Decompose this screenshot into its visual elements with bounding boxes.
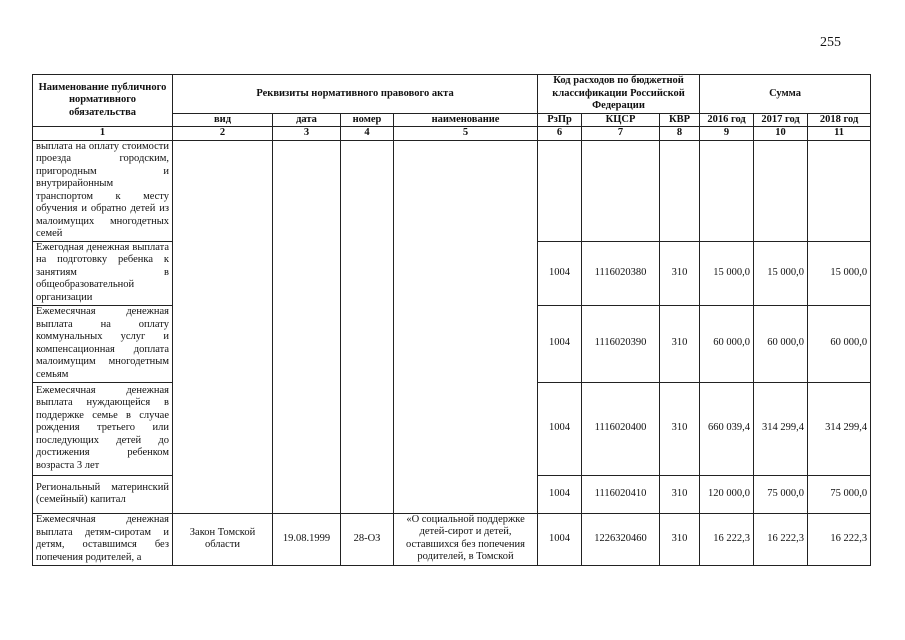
kcsr-cell: 1116020380	[582, 241, 660, 305]
sum-2017-cell: 60 000,0	[754, 305, 808, 382]
sum-2016-cell: 120 000,0	[700, 475, 754, 513]
column-number: 3	[273, 127, 341, 141]
header-codes: Код расходов по бюджетной классификации Российской Федерации	[538, 75, 700, 114]
kcsr-cell: 1226320460	[582, 513, 660, 565]
column-number: 2	[173, 127, 273, 141]
table-row	[33, 140, 871, 241]
subheader-type: вид	[173, 113, 273, 127]
act-date-cell: 19.08.1999	[273, 513, 341, 565]
header-sum: Сумма	[700, 75, 871, 114]
sum-2017-cell: 15 000,0	[754, 241, 808, 305]
sum-2018-cell: 16 222,3	[808, 513, 871, 565]
obligation-name: Ежемесячная денежная выплата нуждающейся в поддержке семье в случае рождения третьего или последующих детей до достижения ребенком возраста 3 лет	[33, 382, 173, 475]
kvr-cell: 310	[660, 382, 700, 475]
column-number: 7	[582, 127, 660, 141]
act-number-cell: 28-ОЗ	[341, 513, 394, 565]
rzpr-cell: 1004	[538, 475, 582, 513]
subheader-date: дата	[273, 113, 341, 127]
subheader-2018: 2018 год	[808, 113, 871, 127]
obligation-name: Региональный материнский (семейный) капитал	[33, 475, 173, 513]
subheader-number: номер	[341, 113, 394, 127]
kvr-cell: 310	[660, 241, 700, 305]
kcsr-cell: 1116020400	[582, 382, 660, 475]
act-number-cell	[341, 140, 394, 513]
sum-2018-cell: 75 000,0	[808, 475, 871, 513]
kvr-cell: 310	[660, 305, 700, 382]
kvr-cell	[660, 140, 700, 241]
act-title-cell	[394, 140, 538, 513]
column-number: 5	[394, 127, 538, 141]
rzpr-cell: 1004	[538, 305, 582, 382]
subheader-rzpr: РзПр	[538, 113, 582, 127]
header-name: Наименование публичного нормативного обязательства	[33, 75, 173, 127]
kvr-cell: 310	[660, 475, 700, 513]
subheader-kvr: КВР	[660, 113, 700, 127]
subheader-kcsr: КЦСР	[582, 113, 660, 127]
rzpr-cell: 1004	[538, 382, 582, 475]
kcsr-cell	[582, 140, 660, 241]
obligation-name: Ежегодная денежная выплата на подготовку ребенка к занятиям в общеобразовательной организации	[33, 241, 173, 305]
sum-2017-cell: 75 000,0	[754, 475, 808, 513]
sum-2017-cell	[754, 140, 808, 241]
column-number: 10	[754, 127, 808, 141]
act-type-cell	[173, 140, 273, 513]
sum-2016-cell: 16 222,3	[700, 513, 754, 565]
column-number: 6	[538, 127, 582, 141]
kvr-cell: 310	[660, 513, 700, 565]
rzpr-cell	[538, 140, 582, 241]
subheader-2016: 2016 год	[700, 113, 754, 127]
obligation-name: Ежемесячная денежная выплата на оплату коммунальных услуг и компенсационная доплата малоимущим многодетным семьям	[33, 305, 173, 382]
subheader-2017: 2017 год	[754, 113, 808, 127]
sum-2017-cell: 314 299,4	[754, 382, 808, 475]
act-title-cell: «О социальной поддержке детей-сирот и детей, оставшихся без попечения родителей, в Томской	[394, 513, 538, 565]
page-number: 255	[820, 35, 841, 50]
column-number: 4	[341, 127, 394, 141]
act-date-cell	[273, 140, 341, 513]
sum-2018-cell: 60 000,0	[808, 305, 871, 382]
column-number: 1	[33, 127, 173, 141]
header-requisites: Реквизиты нормативного правового акта	[173, 75, 538, 114]
sum-2016-cell: 60 000,0	[700, 305, 754, 382]
sum-2016-cell	[700, 140, 754, 241]
obligation-name: Ежемесячная денежная выплата детям-сиротам и детям, оставшимся без попечения родителей, а	[33, 513, 173, 565]
rzpr-cell: 1004	[538, 513, 582, 565]
act-type-cell: Закон Томской области	[173, 513, 273, 565]
kcsr-cell: 1116020390	[582, 305, 660, 382]
column-number: 11	[808, 127, 871, 141]
sum-2016-cell: 660 039,4	[700, 382, 754, 475]
sum-2017-cell: 16 222,3	[754, 513, 808, 565]
column-number: 9	[700, 127, 754, 141]
sum-2018-cell: 314 299,4	[808, 382, 871, 475]
table-row	[33, 513, 871, 565]
obligation-name: выплата на оплату стоимости проезда городским, пригородным и внутрирайонным транспортом к месту обучения и обратно детей из малоимущих многодетных семей	[33, 140, 173, 241]
kcsr-cell: 1116020410	[582, 475, 660, 513]
rzpr-cell: 1004	[538, 241, 582, 305]
budget-table	[32, 74, 871, 566]
sum-2018-cell: 15 000,0	[808, 241, 871, 305]
column-number: 8	[660, 127, 700, 141]
sum-2018-cell	[808, 140, 871, 241]
subheader-title: наименование	[394, 113, 538, 127]
sum-2016-cell: 15 000,0	[700, 241, 754, 305]
